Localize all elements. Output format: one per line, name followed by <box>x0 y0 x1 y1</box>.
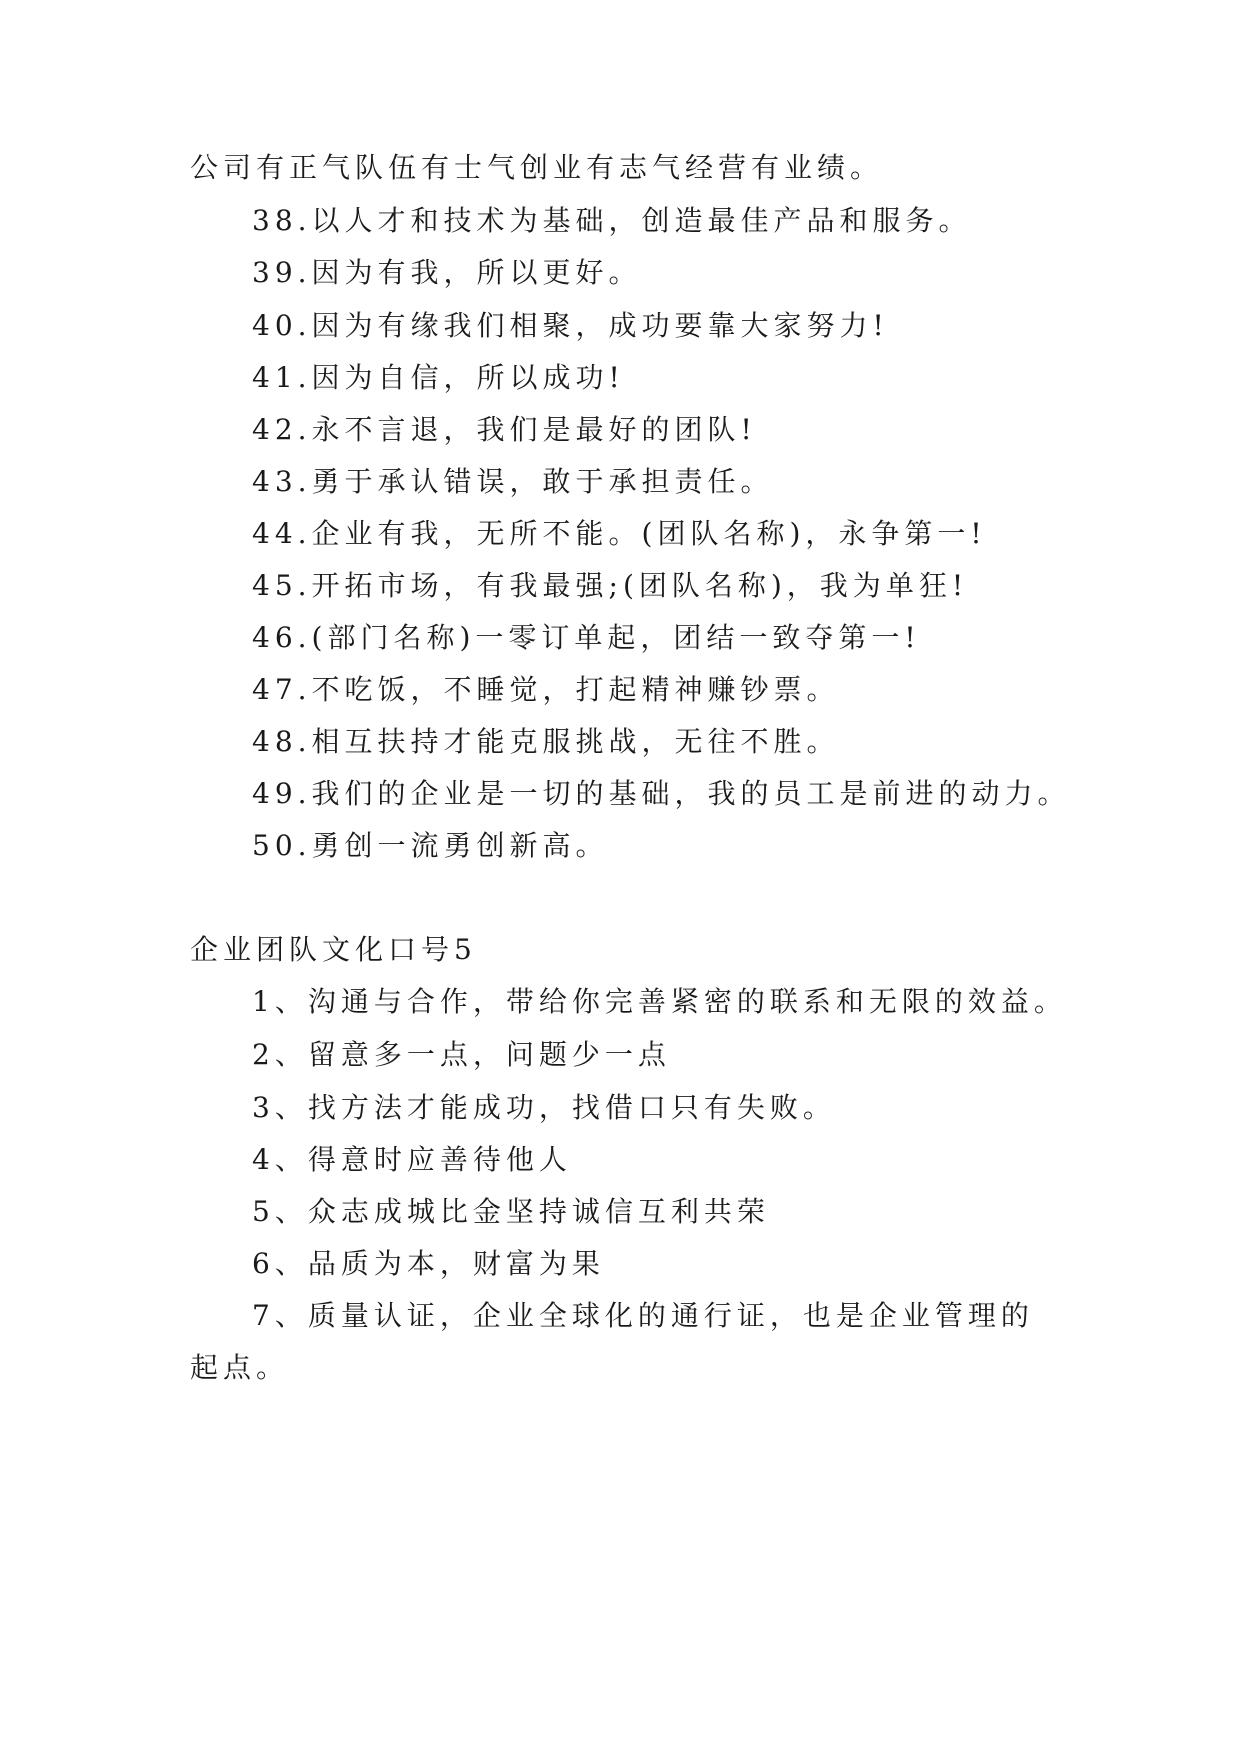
slogan-46: 46.(部门名称)一零订单起，团结一致夺第一! <box>252 621 921 654</box>
slogan-47: 47.不吃饭，不睡觉，打起精神赚钞票。 <box>252 673 840 706</box>
section-heading: 企业团队文化口号5 <box>190 933 477 966</box>
slogan-40: 40.因为有缘我们相聚，成功要靠大家努力! <box>252 309 889 342</box>
slogan-43: 43.勇于承认错误，敢于承担责任。 <box>252 465 774 498</box>
slogan-41: 41.因为自信，所以成功! <box>252 361 625 394</box>
slogan-39: 39.因为有我，所以更好。 <box>252 256 642 289</box>
slogan-item-6: 6、品质为本，财富为果 <box>252 1247 605 1280</box>
paragraph-continuation: 公司有正气队伍有士气创业有志气经营有业绩。 <box>190 151 884 184</box>
slogan-item-2: 2、留意多一点，问题少一点 <box>252 1038 671 1071</box>
slogan-45: 45.开拓市场，有我最强;(团队名称)，我为单狂! <box>252 569 969 602</box>
slogan-49: 49.我们的企业是一切的基础，我的员工是前进的动力。 <box>252 777 1071 810</box>
slogan-item-5: 5、众志成城比金坚持诚信互利共荣 <box>252 1195 770 1228</box>
slogan-item-3: 3、找方法才能成功，找借口只有失败。 <box>252 1091 836 1124</box>
slogan-item-7-continuation: 起点。 <box>190 1351 290 1384</box>
slogan-item-4: 4、得意时应善待他人 <box>252 1143 572 1176</box>
slogan-42: 42.永不言退，我们是最好的团队! <box>252 413 757 446</box>
slogan-44: 44.企业有我，无所不能。(团队名称)，永争第一! <box>252 517 987 550</box>
slogan-50: 50.勇创一流勇创新高。 <box>252 829 609 862</box>
slogan-item-7: 7、质量认证，企业全球化的通行证，也是企业管理的 <box>252 1299 1034 1332</box>
slogan-48: 48.相互扶持才能克服挑战，无往不胜。 <box>252 725 840 758</box>
slogan-38: 38.以人才和技术为基础，创造最佳产品和服务。 <box>252 204 972 237</box>
slogan-item-1: 1、沟通与合作，带给你完善紧密的联系和无限的效益。 <box>252 985 1067 1018</box>
